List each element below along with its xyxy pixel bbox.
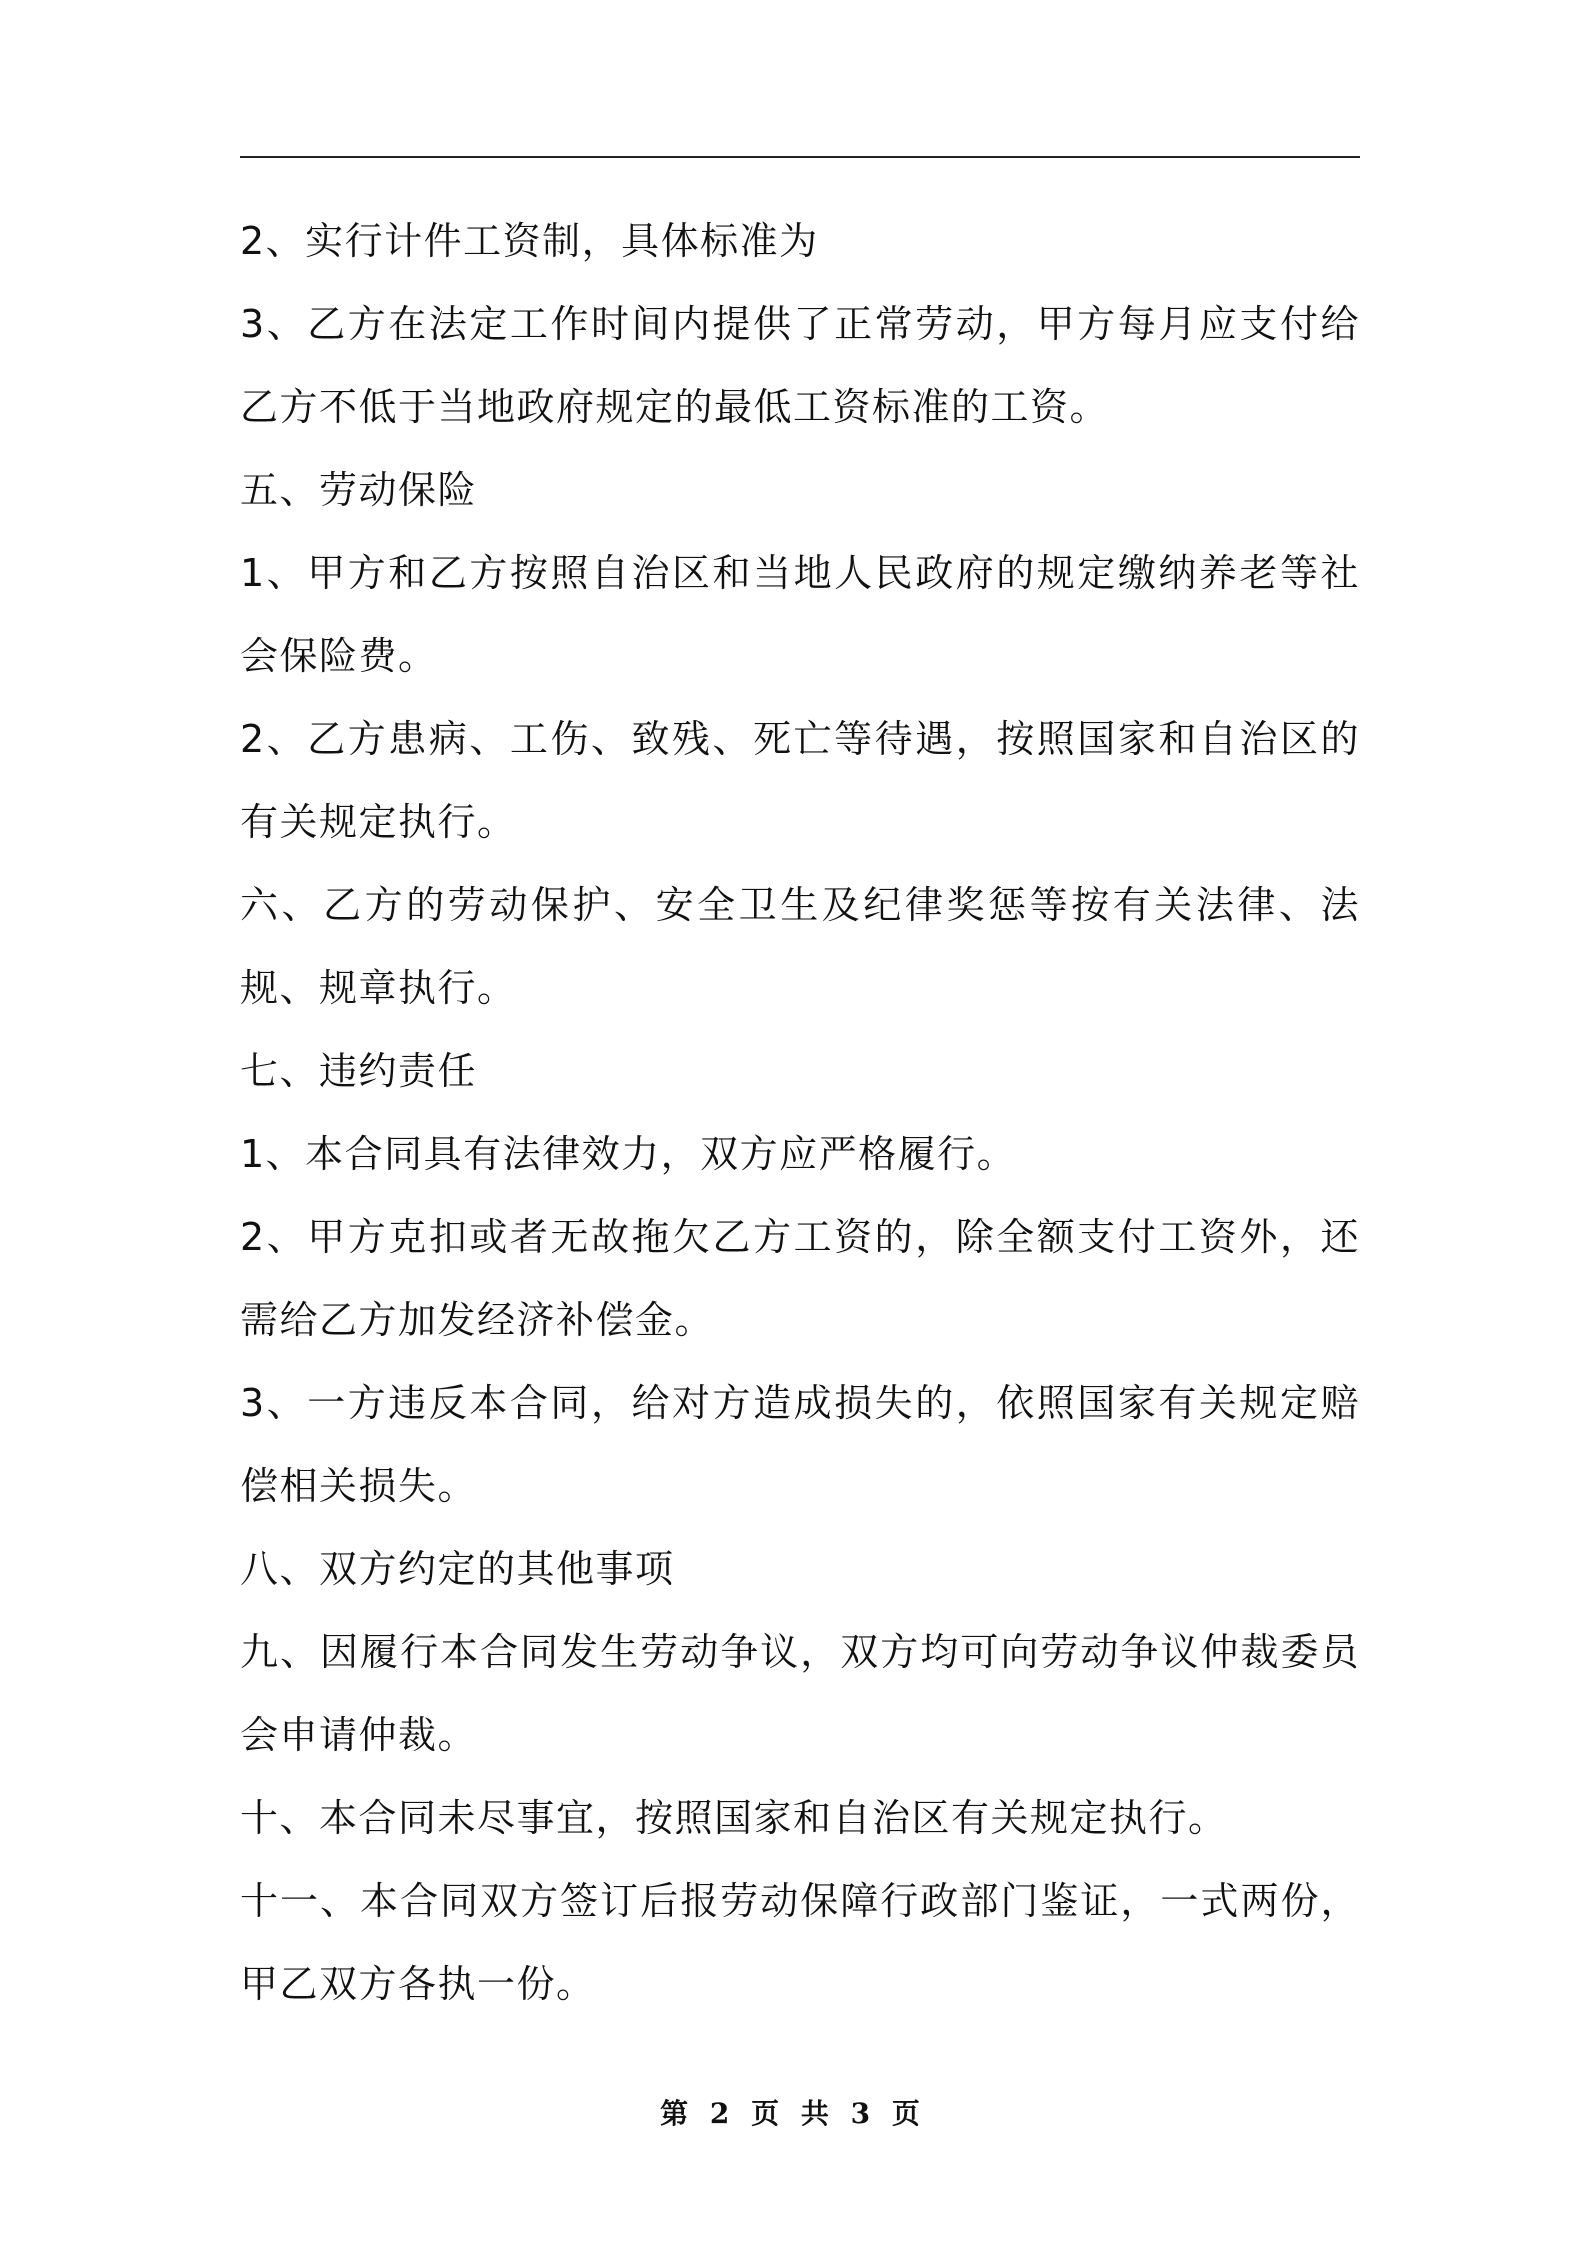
section-heading-dispute-arbitration: 九、因履行本合同发生劳动争议，双方均可向劳动争议仲裁委员会申请仲裁。 xyxy=(240,1630,1360,1757)
paragraph-item-2-piecework: 2、实行计件工资制，具体标准为 xyxy=(240,219,819,263)
section-heading-labor-insurance: 五、劳动保险 xyxy=(240,468,478,512)
section-heading-labor-protection: 六、乙方的劳动保护、安全卫生及纪律奖惩等按有关法律、法规、规章执行。 xyxy=(240,883,1360,1010)
document-body xyxy=(240,200,1360,2026)
paragraph-item-2-illness-injury: 2、乙方患病、工伤、致残、死亡等待遇，按照国家和自治区的有关规定执行。 xyxy=(240,717,1360,844)
paragraph-item-1-social-insurance: 1、甲方和乙方按照自治区和当地人民政府的规定缴纳养老等社会保险费。 xyxy=(240,551,1360,678)
section-heading-certification-copies: 十一、本合同双方签订后报劳动保障行政部门鉴证，一式两份，甲乙双方各执一份。 xyxy=(240,1879,1360,2006)
section-heading-other-matters: 八、双方约定的其他事项 xyxy=(240,1547,675,1591)
header-divider xyxy=(240,156,1360,158)
section-heading-breach-liability: 七、违约责任 xyxy=(240,1049,478,1093)
page-number-footer: 第 2 页 共 3 页 xyxy=(660,2097,926,2130)
paragraph-item-3-compensation: 3、一方违反本合同，给对方造成损失的，依照国家有关规定赔偿相关损失。 xyxy=(240,1381,1360,1508)
section-heading-unresolved-matters: 十、本合同未尽事宜，按照国家和自治区有关规定执行。 xyxy=(240,1796,1228,1840)
paragraph-item-2-wage-arrears: 2、甲方克扣或者无故拖欠乙方工资的，除全额支付工资外，还需给乙方加发经济补偿金。 xyxy=(240,1215,1360,1342)
paragraph-item-1-legal-effect: 1、本合同具有法律效力，双方应严格履行。 xyxy=(240,1132,1017,1176)
paragraph-item-3-minimum-wage: 3、乙方在法定工作时间内提供了正常劳动，甲方每月应支付给乙方不低于当地政府规定的最低工资标准的工资。 xyxy=(240,302,1360,429)
